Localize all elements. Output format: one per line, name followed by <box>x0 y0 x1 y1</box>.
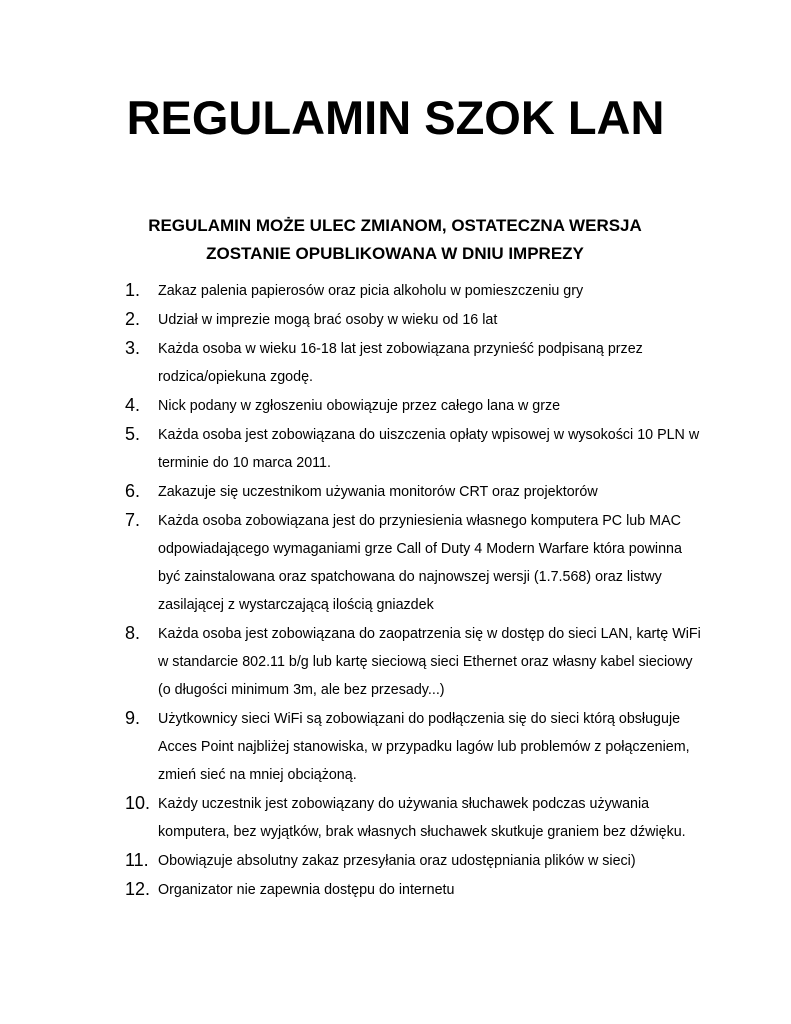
rule-item <box>125 789 725 846</box>
rule-text: Zakazuje się uczestnikom używania monitorów CRT oraz projektorów <box>158 484 598 500</box>
rule-item <box>125 846 725 875</box>
rule-text: Organizator nie zapewnia dostępu do internetu <box>158 882 455 898</box>
rule-number: 6. <box>125 481 141 501</box>
rule-number: 10. <box>125 793 151 813</box>
rule-number: 1. <box>125 280 141 300</box>
rule-item <box>125 334 725 391</box>
rule-item <box>125 477 725 506</box>
rule-number: 8. <box>125 623 141 643</box>
subtitle-line: REGULAMIN MOŻE ULEC ZMIANOM, OSTATECZNA WERSJA <box>148 216 642 235</box>
rule-number: 7. <box>125 510 141 530</box>
rule-number: 2. <box>125 309 141 329</box>
rule-item <box>125 619 725 704</box>
subtitle-line: ZOSTANIE OPUBLIKOWANA W DNIU IMPREZY <box>206 244 584 263</box>
rule-text: Każda osoba w wieku 16-18 lat jest zobowiązana przynieść podpisaną przez rodzica/opiekuna zgodę. <box>158 341 643 385</box>
rules-list <box>125 276 725 904</box>
rule-number: 11. <box>125 850 149 870</box>
rule-text: Użytkownicy sieci WiFi są zobowiązani do podłączenia się do sieci którą obsługuje Acces Point najbliżej stanowiska, w przypadku lagów lub problemów z połączeniem, zmień sieć na mniej obciążoną. <box>158 711 690 783</box>
rule-number: 3. <box>125 338 141 358</box>
rule-item <box>125 875 725 904</box>
rule-text: Zakaz palenia papierosów oraz picia alkoholu w pomieszczeniu gry <box>158 283 584 299</box>
rule-number: 5. <box>125 424 141 444</box>
rule-number: 12. <box>125 879 151 899</box>
document-title: REGULAMIN SZOK LAN <box>126 91 665 144</box>
rule-item <box>125 420 725 477</box>
rule-item <box>125 276 725 305</box>
rule-item <box>125 506 725 619</box>
rule-text: Każda osoba jest zobowiązana do zaopatrzenia się w dostęp do sieci LAN, kartę WiFi w standarcie 802.11 b/g lub kartę sieciową sieci Ethernet oraz własny kabel sieciowy (o długości minimum 3m, ale bez przesady...) <box>158 626 701 698</box>
rule-text: Nick podany w zgłoszeniu obowiązuje przez całego lana w grze <box>158 398 561 414</box>
document-subtitle <box>95 212 695 268</box>
rule-item <box>125 704 725 789</box>
rule-item <box>125 391 725 420</box>
rule-text: Każda osoba jest zobowiązana do uiszczenia opłaty wpisowej w wysokości 10 PLN w terminie do 10 marca 2011. <box>158 427 700 471</box>
rule-text: Obowiązuje absolutny zakaz przesyłania oraz udostępniania plików w sieci) <box>158 853 636 869</box>
rule-text: Każdy uczestnik jest zobowiązany do używania słuchawek podczas używania komputera, bez wyjątków, brak własnych słuchawek skutkuje graniem bez dźwięku. <box>158 796 686 840</box>
rule-number: 9. <box>125 708 141 728</box>
rule-text: Każda osoba zobowiązana jest do przyniesienia własnego komputera PC lub MAC odpowiadającego wymaganiami grze Call of Duty 4 Modern Warfare która powinna być zainstalowana oraz spatchowana do najnowszej wersji (1.7.568) oraz listwy zasilającej z wystarczającą ilością gniazdek <box>158 513 682 613</box>
rule-item <box>125 305 725 334</box>
rule-number: 4. <box>125 395 141 415</box>
rule-text: Udział w imprezie mogą brać osoby w wieku od 16 lat <box>158 312 498 328</box>
